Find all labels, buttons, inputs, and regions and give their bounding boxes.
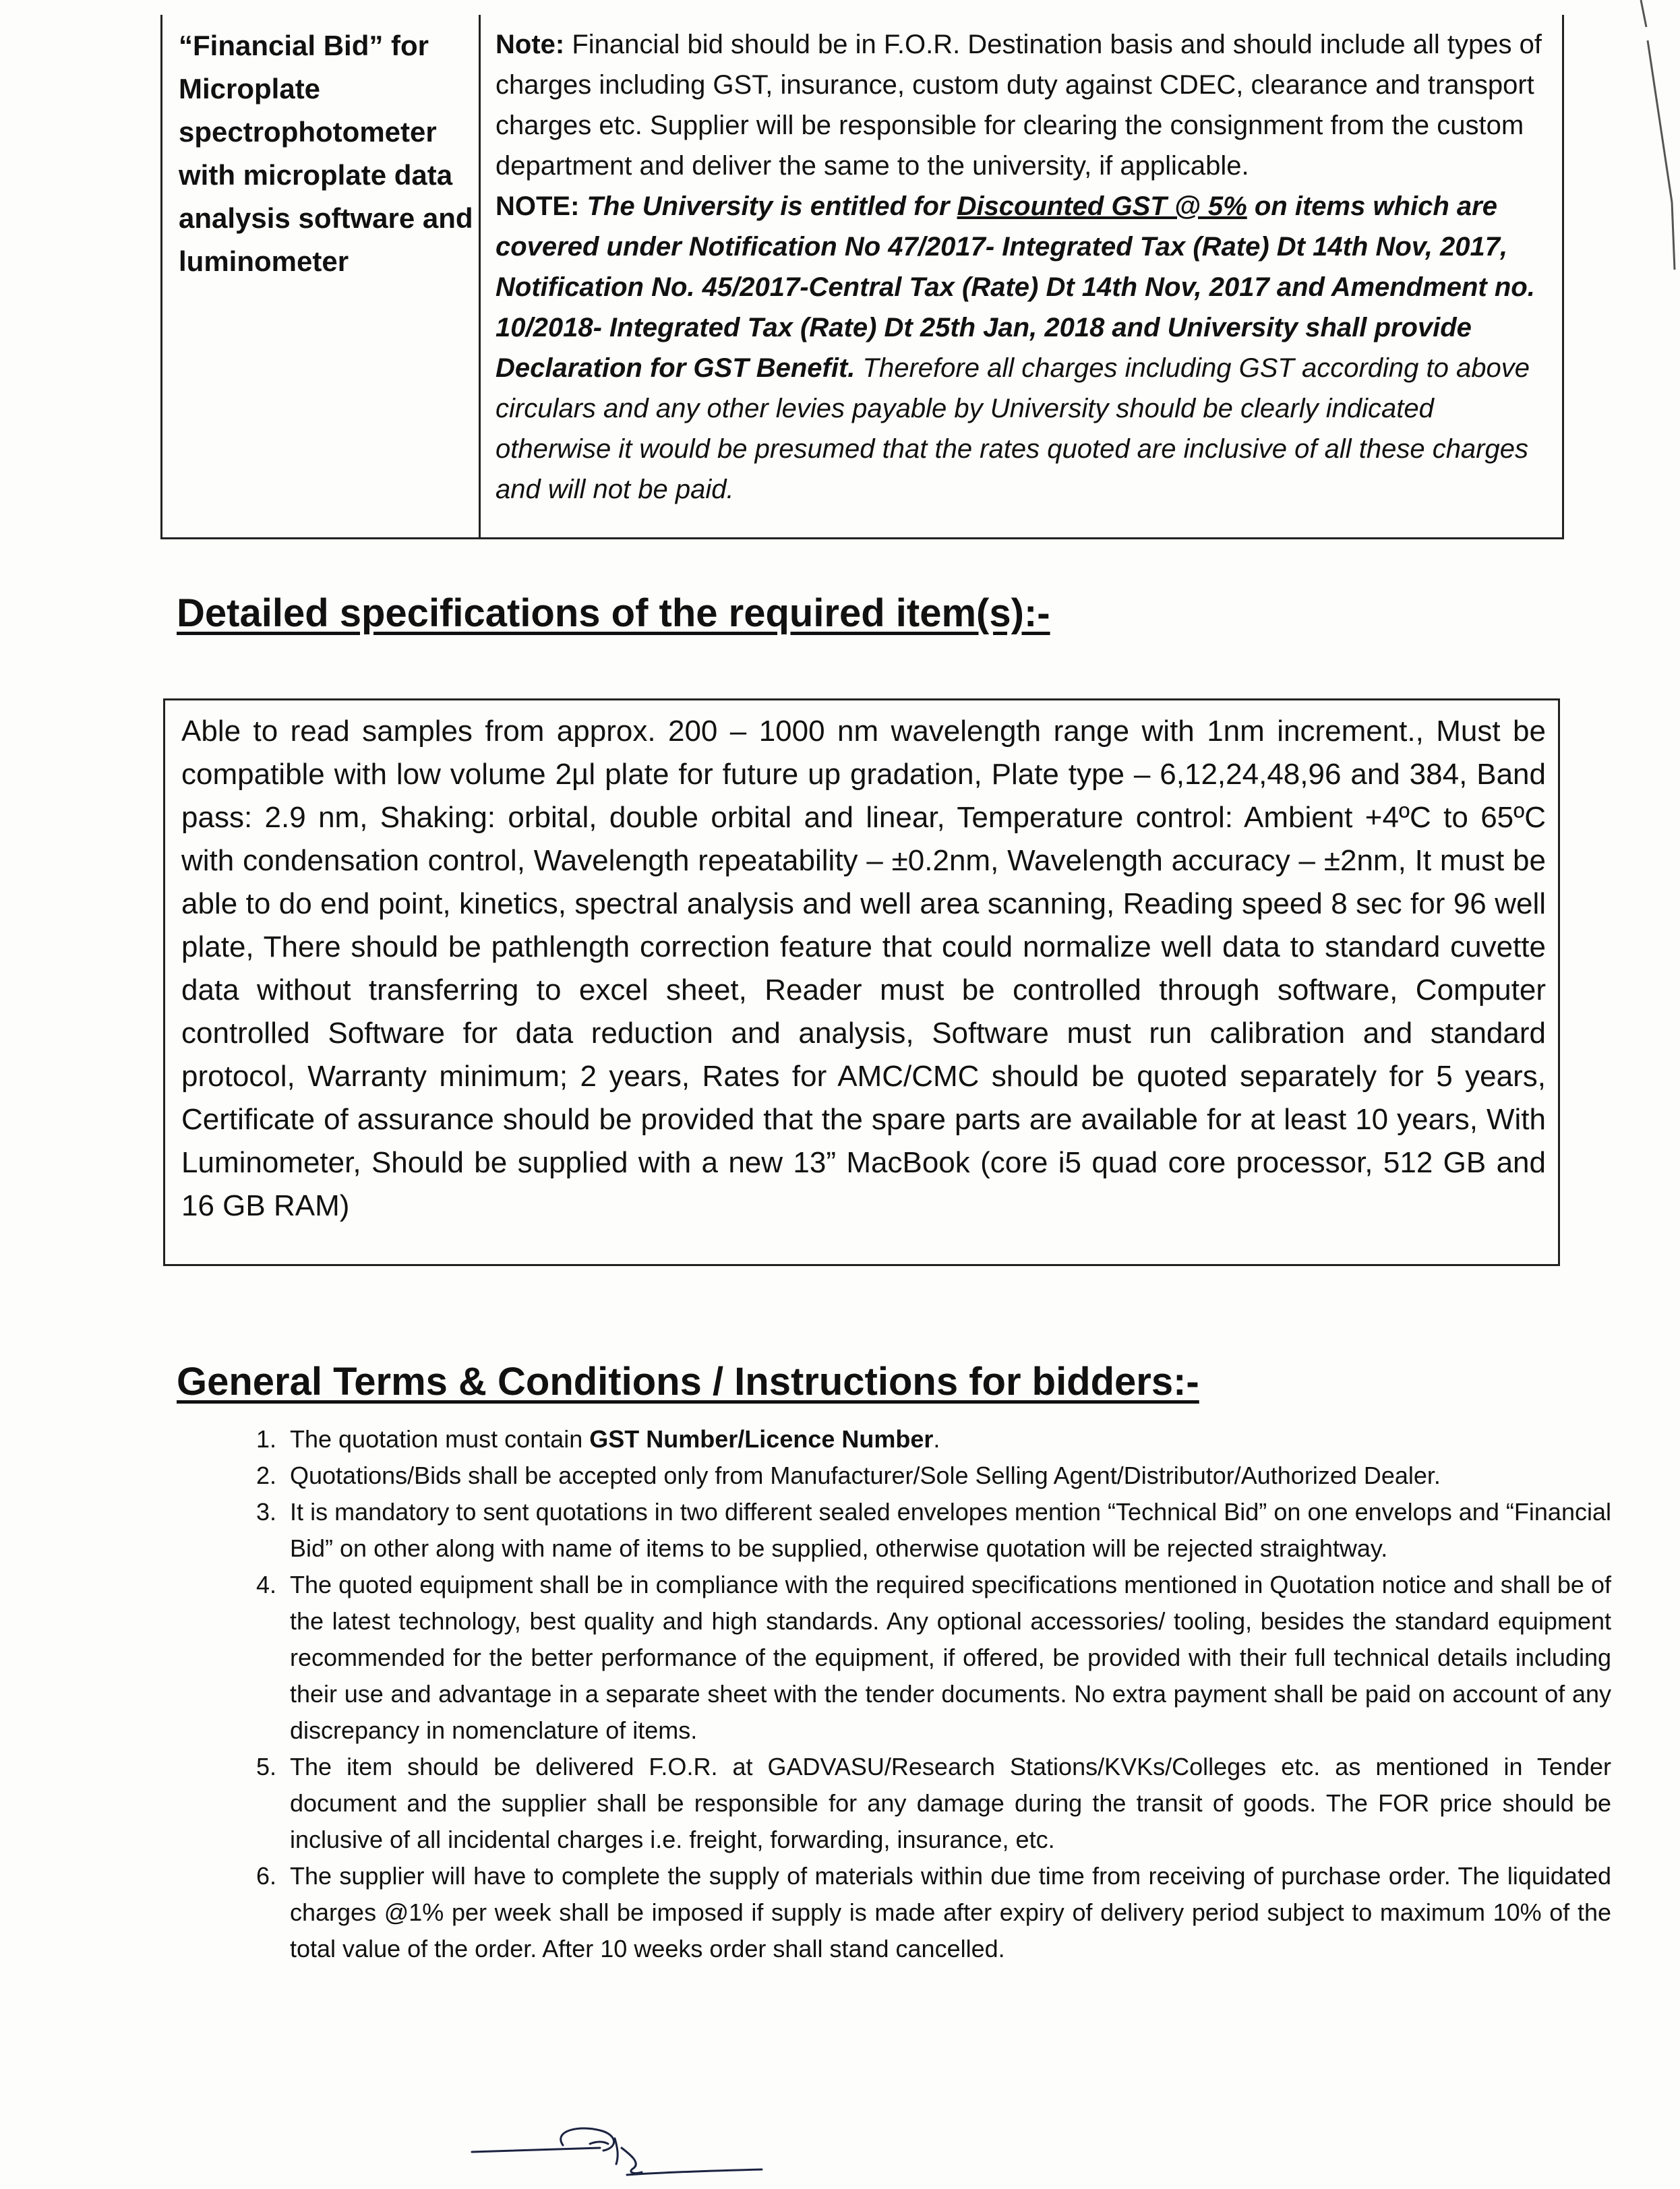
term-item: 6. The supplier will have to complete the supply of materials within due time from receiving of purchase order. The liquidated charges @1% per week shall be imposed if supply is made after expiry of delivery period subject to maximum 10% of the total value of the order. After 10 weeks order shall stand cancelled.: [283, 1858, 1611, 1967]
term-1-text: The quotation must contain: [290, 1425, 590, 1453]
bid-note-cell: [481, 15, 1562, 537]
term-item: [283, 1421, 1611, 1458]
note2-label: NOTE:: [496, 191, 580, 221]
terms-heading: General Terms & Conditions / Instructions for bidders:-: [177, 1360, 1199, 1404]
note-label: Note:: [496, 30, 565, 59]
terms-list: [222, 1421, 1611, 1967]
term-item: 3. It is mandatory to sent quotations in two different sealed envelopes mention “Technical Bid” on one envelops and “Financial Bid” on other along with name of items to be supplied, otherwise quotation will be rejected straightway.: [283, 1494, 1611, 1567]
spec-box: Able to read samples from approx. 200 – 1000 nm wavelength range with 1nm increment., Must be compatible with low volume 2µl plate for future up gradation, Plate type – 6,12,24,48,96 and 384, Band pass: 2.9 nm, Shaking: orbital, double orbital and linear, Temperature control: Ambient +4ºC to 65ºC with condensation control, Wavelength repeatability – ±0.2nm, Wavelength accuracy – ±2nm, It must be able to do end point, kinetics, spectral analysis and well area scanning, Reading speed 8 sec for 96 well plate, There should be pathlength correction feature that could normalize well data to standard cuvette data without transferring to excel sheet, Reader must be controlled through software, Computer controlled Software for data reduction and analysis, Software must run calibration and standard protocol, Warranty minimum; 2 years, Rates for AMC/CMC should be quoted separately for 5 years, Certificate of assurance should be provided that the spare parts are available for at least 10 years, With Luminometer, Should be supplied with a new 13” MacBook (core i5 quad core processor, 512 GB and 16 GB RAM): [163, 698, 1560, 1266]
spec-heading: Detailed specifications of the required item(s):-: [177, 591, 1050, 635]
note2-bold: on items which are covered under Notification No 47/2017- Integrated Tax (Rate) Dt 14th Nov, 2017, Notification No. 45/2017-Central Tax (Rate) Dt 14th Nov, 2017 and Amendment no. 10/2018- Integrated Tax (Rate) Dt 25th Jan, 2018 and University shall provide Declaration for GST Benefit.: [496, 191, 1535, 383]
financial-note: [496, 24, 1549, 186]
discounted-gst: Discounted GST @ 5%: [957, 191, 1247, 221]
signature-image: [465, 2110, 775, 2178]
term-item: 5. The item should be delivered F.O.R. at GADVASU/Research Stations/KVKs/Colleges etc. as mentioned in Tender document and the supplier shall be responsible for any damage during the transit of goods. The FOR price should be inclusive of all incidental charges i.e. freight, forwarding, insurance, etc.: [283, 1749, 1611, 1858]
term-item: 2. Quotations/Bids shall be accepted only from Manufacturer/Sole Selling Agent/Distributor/Authorized Dealer.: [283, 1458, 1611, 1494]
page-edge-mark: [1638, 0, 1679, 283]
term-1-end: .: [933, 1425, 940, 1453]
gst-number-bold: GST Number/Licence Number: [589, 1425, 934, 1453]
term-item: 4. The quoted equipment shall be in compliance with the required specifications mentioned in Quotation notice and shall be of the latest technology, best quality and high standards. Any optional accessories/ tooling, besides the standard equipment recommended for the better performance of the equipment, if offered, be provided with their full technical details including their use and advantage in a separate sheet with the tender documents. No extra payment shall be paid on account of any discrepancy in nomenclature of items.: [283, 1567, 1611, 1749]
note2-tail: Therefore all charges including GST according to above circulars and any other levies payable by University should be clearly indicated otherwise it would be presumed that the rates quoted are inclusive of all these charges and will not be paid.: [496, 353, 1530, 504]
note2-pre: The University is entitled for: [579, 191, 957, 221]
financial-bid-table: [160, 15, 1564, 539]
note-text: Financial bid should be in F.O.R. Destination basis and should include all types of charges including GST, insurance, custom duty against CDEC, clearance and transport charges etc. Supplier will be responsible for clearing the consignment from the custom department and deliver the same to the university, if applicable.: [496, 30, 1542, 181]
gst-note: [496, 186, 1549, 510]
bid-item-cell: “Financial Bid” for Microplate spectrophotometer with microplate data analysis software and luminometer: [162, 15, 481, 537]
